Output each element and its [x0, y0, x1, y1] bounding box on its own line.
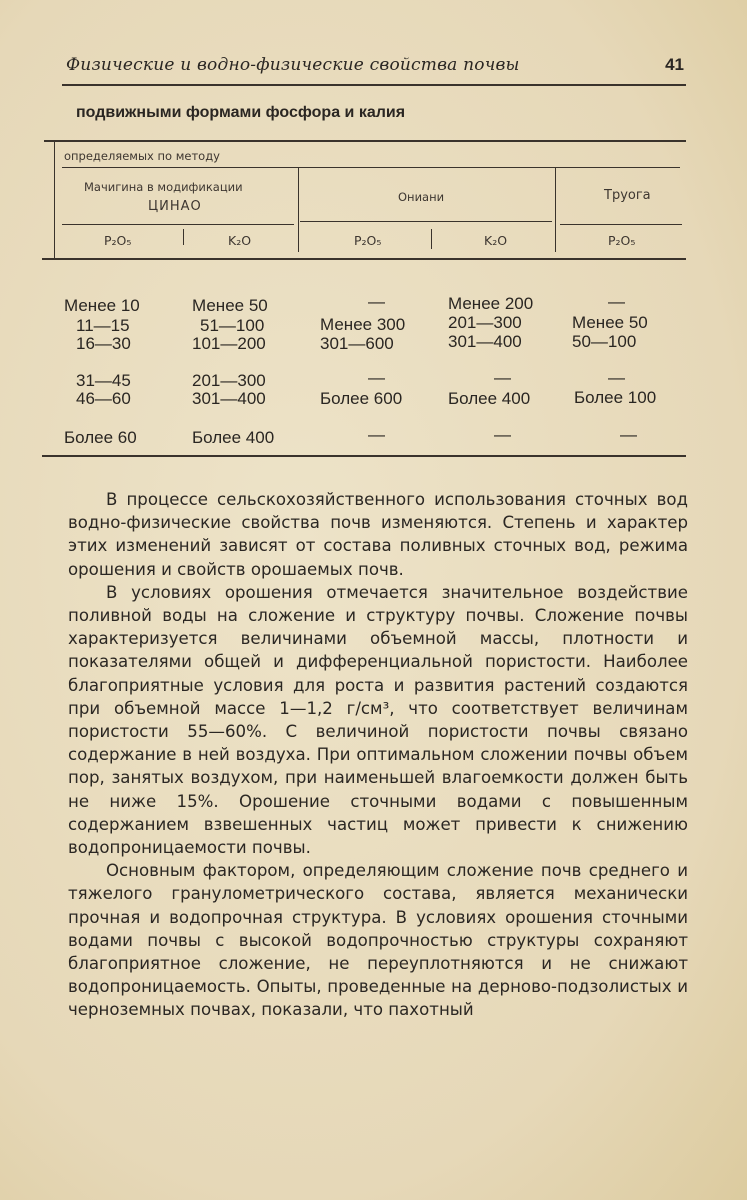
table-cell: Менее 10: [64, 296, 140, 315]
table-cell: 101—200: [192, 334, 266, 353]
table-cell: Более 60: [64, 428, 137, 447]
paragraph: В процессе сельскохозяйственного использования сточных вод водно-физические свойства почв изменяются. Степень и характер этих изменений зависят от состава поливных сточных вод, режима орошения и свойств орошаемых почв.: [68, 490, 688, 579]
table-cell: —: [368, 368, 385, 387]
header-machigin-sub: ЦИНАО: [148, 199, 202, 214]
header-vdiv-3: [183, 229, 184, 245]
table-cell: Более 600: [320, 389, 403, 408]
header-rule: [62, 84, 686, 86]
table-cell: 201—300: [448, 313, 522, 332]
table-cell: 301—400: [192, 389, 266, 408]
table-cell: —: [368, 425, 385, 444]
table-left-bracket: [54, 141, 55, 258]
table-cell: Менее 50: [572, 313, 648, 332]
header-truog: Труога: [604, 188, 651, 203]
table-cell: 301—600: [320, 334, 394, 353]
table-cell: Более 400: [448, 389, 531, 408]
table-cell: —: [608, 292, 625, 311]
table-cell: Менее 200: [448, 294, 534, 313]
table-cell: —: [608, 368, 625, 387]
table-cell: —: [620, 425, 637, 444]
header-vdiv-4: [431, 229, 432, 249]
table-header-bottom-rule: [42, 258, 686, 260]
header-group-rule: [62, 167, 680, 168]
table-cell: —: [494, 368, 511, 387]
table-caption: подвижными формами фосфора и калия: [76, 104, 406, 121]
paragraph: Основным фактором, определяющим сложение почв среднего и тяжелого гранулометрического состава, является механически прочная и водопрочная структура. В условиях орошения сточными водами почвы с высокой водопрочностью структуры сохраняют благоприятное сложение, не переуплотняются и не снижают водопроницаемость. Опыты, проведенные на дерново-подзолистых и черноземных почвах, показали, что пахотный: [68, 861, 688, 1020]
table-cell: Более 100: [574, 388, 657, 407]
header-p2o5-truog: P₂O₅: [608, 233, 636, 248]
table-top-rule: [44, 140, 686, 142]
header-sub-rule-1: [62, 224, 294, 225]
table-cell: 201—300: [192, 371, 266, 390]
body-text: [68, 488, 688, 1022]
paragraph: В условиях орошения отмечается значительное воздействие поливной воды на сложение и структуру почвы. Сложение почвы характеризуется величинами объемной массы, плотности и показателями общей и дифференциальной пористости. Наиболее благоприятные условия для роста и развития растений создаются при объемной массе 1—1,2 г/см³, что соответствует величинам пористости 55—60%. С величиной пористости почвы связано содержание в ней воздуха. При оптимальном сложении почвы объем пор, занятых воздухом, при наименьшей влагоемкости должен быть не ниже 15%. Орошение сточными водами с повышенным содержанием взвешенных частиц может привести к снижению водопроницаемости почвы.: [68, 582, 688, 858]
table-cell: 16—30: [76, 334, 131, 353]
header-vdiv-2: [555, 168, 556, 252]
table-cell: Менее 50: [192, 296, 268, 315]
table-cell: 51—100: [200, 316, 265, 335]
table-cell: —: [494, 425, 511, 444]
header-sub-rule-2: [300, 221, 552, 222]
running-head: [66, 55, 686, 85]
table-cell: Менее 300: [320, 315, 406, 334]
table-cell: 11—15: [76, 316, 130, 335]
running-title: Физические и водно-физические свойства почвы: [66, 55, 520, 75]
header-machigin: Мачигина в модификации: [84, 180, 243, 194]
page-number: 41: [665, 55, 684, 74]
table-bottom-rule: [42, 455, 686, 457]
header-k2o-machigin: K₂O: [228, 233, 252, 248]
table-cell: 31—45: [76, 371, 131, 390]
table-cell: 46—60: [76, 389, 131, 408]
header-p2o5-oniani: P₂O₅: [354, 233, 382, 248]
header-oniani: Ониани: [398, 190, 445, 204]
header-k2o-oniani: K₂O: [484, 233, 508, 248]
table-cell: Более 400: [192, 428, 275, 447]
header-vdiv-1: [298, 168, 299, 252]
table-cell: 50—100: [572, 332, 637, 351]
table-cell: 301—400: [448, 332, 522, 351]
header-p2o5-machigin: P₂O₅: [104, 233, 132, 248]
header-method-label: определяемых по методу: [64, 149, 220, 163]
header-sub-rule-3: [560, 224, 682, 225]
table-cell: —: [368, 292, 385, 311]
